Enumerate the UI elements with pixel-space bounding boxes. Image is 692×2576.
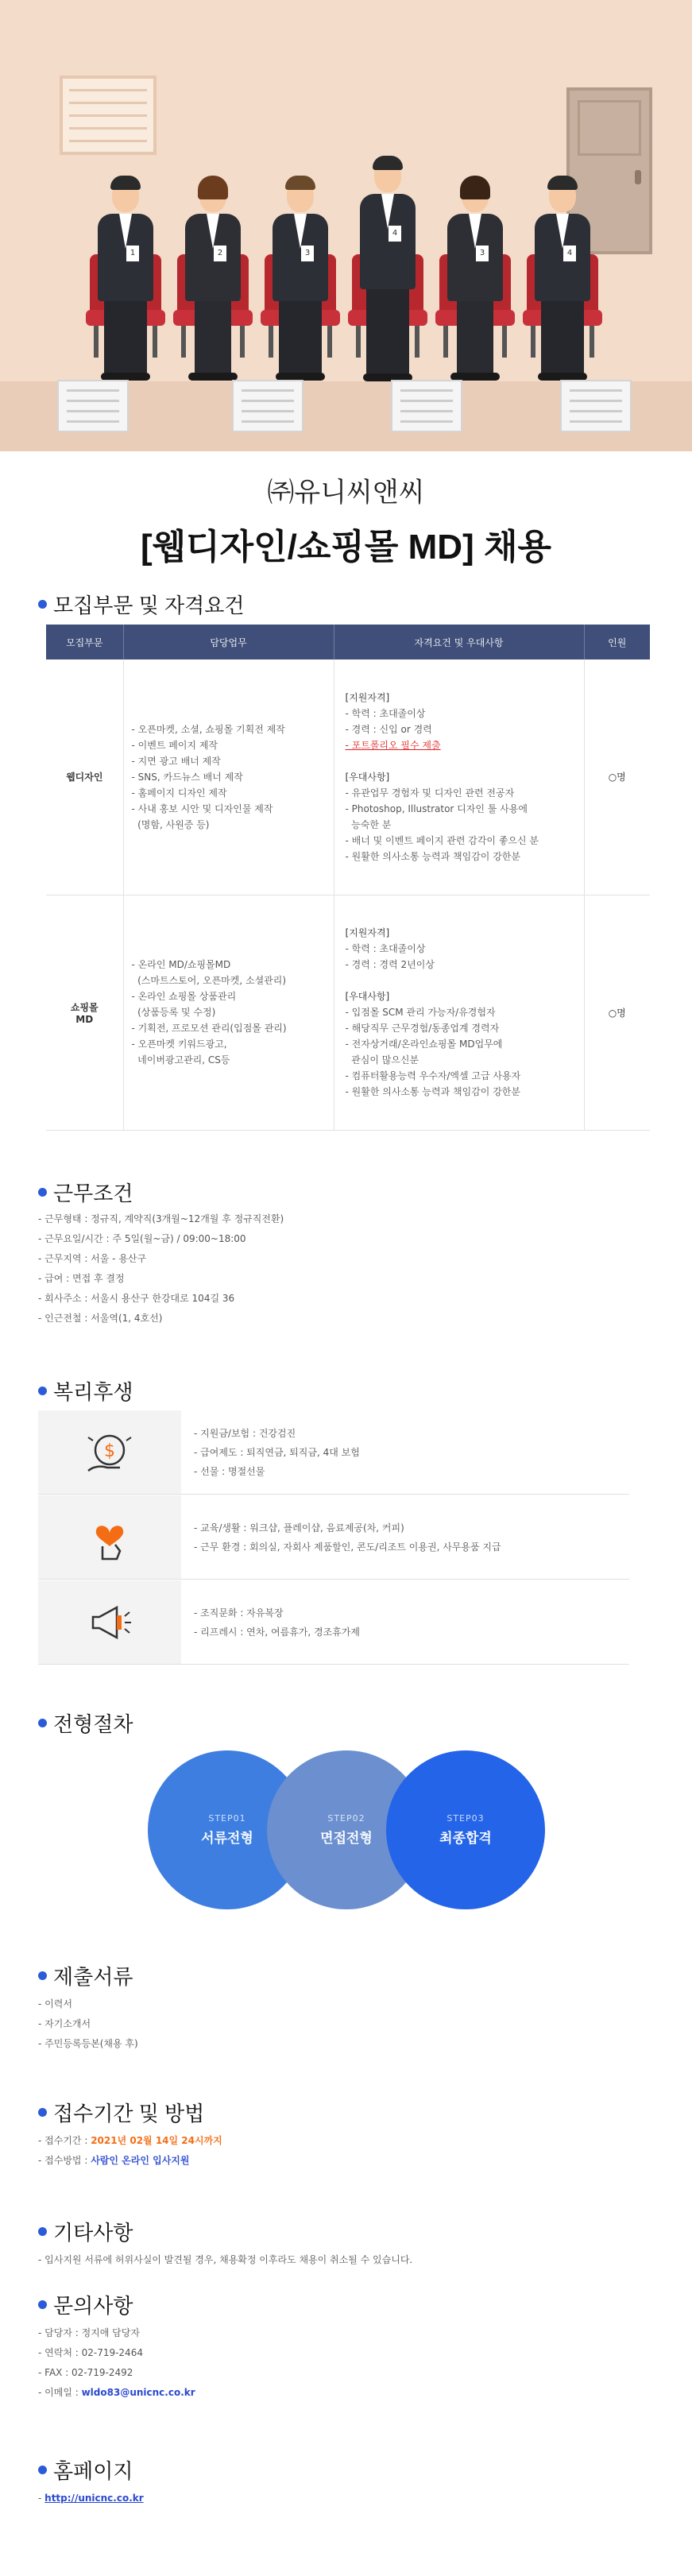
- section-period-heading: 접수기간 및 방법: [38, 2098, 204, 2127]
- duties-cell: - 오픈마켓, 소셜, 쇼핑몰 기획전 제작 - 이벤트 페이지 제작 - 지면 광고 배너 제작 - SNS, 카드뉴스 배너 제작 - 홈페이지 디자인 제작 - 사내 홍보 시안 및 디자인물 제작 (명함, 사원증 등): [123, 659, 334, 895]
- list-item: - 연락처 : 02-719-2464: [38, 2347, 143, 2358]
- heart-hand-icon: [38, 1495, 181, 1579]
- list-item: - 접수방법 : 사람인 온라인 입사지원: [38, 2155, 190, 2166]
- section-conditions-heading: 근무조건: [38, 1178, 133, 1207]
- page-title: [웹디자인/쇼핑몰 MD] 채용: [141, 528, 551, 567]
- megaphone-icon: [38, 1580, 181, 1664]
- benefit-list: - 교육/생활 : 워크샵, 플레이샵, 음료제공(차, 커피) - 근무 환경 : 회의실, 자회사 제품할인, 콘도/리조트 이용권, 사무용품 지급: [194, 1522, 501, 1553]
- candidate-illustration: 1: [98, 179, 153, 381]
- table-header-row: [46, 625, 650, 659]
- headcount-cell: ○명: [584, 659, 650, 895]
- list-item: - http://unicnc.co.kr: [38, 2493, 144, 2504]
- bullet-icon: [38, 2466, 47, 2474]
- section-homepage-heading: 홈페이지: [38, 2455, 133, 2485]
- portfolio-required-note: - 포트폴리오 필수 제출: [345, 739, 441, 751]
- headcount-cell: ○명: [584, 895, 650, 1130]
- conditions-list: [38, 1209, 284, 1329]
- list-item: - 입사지원 서류에 허위사실이 발견될 경우, 채용확정 이후라도 채용이 취소될 수 있습니다.: [38, 2254, 413, 2265]
- svg-text:$: $: [104, 1441, 115, 1461]
- list-item: - 이력서: [38, 1998, 72, 2009]
- bullet-icon: [38, 1719, 47, 1727]
- homepage-list: [38, 2489, 144, 2508]
- section-process-heading: 전형절차: [38, 1708, 133, 1738]
- bullet-icon: [38, 600, 47, 609]
- duties-cell: - 온라인 MD/쇼핑몰MD (스마트스토어, 오픈마켓, 소셜관리) - 온라인 쇼핑몰 상품관리 (상품등록 및 수정) - 기획전, 프로모션 관리(입점몰 관리) - 오픈마켓 키워드광고, 네이버광고관리, CS등: [123, 895, 334, 1130]
- section-etc-heading: 기타사항: [38, 2217, 133, 2246]
- section-benefits-heading: 복리후생: [38, 1376, 133, 1406]
- candidate-illustration: 3: [447, 179, 503, 381]
- benefit-row: [38, 1495, 629, 1580]
- bullet-icon: [38, 2227, 47, 2236]
- candidate-illustration: 4: [535, 179, 590, 381]
- col-header: 담당업무: [123, 625, 334, 659]
- process-step-3: STEP03 최종합격: [386, 1750, 545, 1909]
- company-name: ㈜유니씨앤씨: [267, 478, 425, 508]
- list-item: - 자기소개서: [38, 2018, 91, 2029]
- documents-list: [38, 1994, 138, 2054]
- hero-illustration: [0, 0, 692, 451]
- bullet-icon: [38, 1971, 47, 1980]
- benefit-list: - 조직문화 : 자유복장 - 리프레시 : 연차, 여름휴가, 경조휴가제: [194, 1607, 360, 1638]
- list-item: - 회사주소 : 서울시 용산구 한강대로 104길 36: [38, 1293, 235, 1304]
- process-step-1: STEP01 서류전형: [148, 1750, 307, 1909]
- table-row: [46, 659, 650, 895]
- col-header: 인원: [584, 625, 650, 659]
- bullet-icon: [38, 2108, 47, 2117]
- list-item: - 근무지역 : 서울 - 용산구: [38, 1253, 147, 1264]
- list-item: - FAX : 02-719-2492: [38, 2367, 133, 2378]
- category-cell: 웹디자인: [46, 659, 123, 895]
- category-cell: 쇼핑몰 MD: [46, 895, 123, 1130]
- requirements-cell: [지원자격] - 학력 : 초대졸이상 - 경력 : 경력 2년이상 [우대사항] - 입점몰 SCM 관리 가능자/유경험자 - 해당직무 근무경험/동종업계 경력자 - 전자상거래/온라인쇼핑몰 MD업무에 관심이 많으신분 - 컴퓨터활용능력 우수자/엑셀 고급 사용자 - 원활한 의사소통 능력과 책임감이 강한분: [334, 895, 584, 1130]
- list-item: - 접수기간 : 2021년 02월 14일 24시까지: [38, 2135, 222, 2146]
- window-blinds-illustration: [60, 75, 157, 155]
- section-documents-heading: 제출서류: [38, 1961, 133, 1990]
- apply-method-value: 사람인 온라인 입사지원: [91, 2155, 190, 2166]
- bullet-icon: [38, 2300, 47, 2309]
- money-hand-icon: [38, 1410, 181, 1494]
- benefit-list: - 지원금/보험 : 건강검진 - 급여제도 : 퇴직연금, 퇴직금, 4대 보험 - 선물 : 명절선물: [194, 1427, 360, 1477]
- candidate-illustration: 3: [273, 179, 328, 381]
- list-item: - 주민등록등본(채용 후): [38, 2038, 138, 2049]
- section-contact-heading: 문의사항: [38, 2290, 133, 2319]
- period-list: [38, 2131, 222, 2171]
- list-item: - 이메일 : wldo83@unicnc.co.kr: [38, 2387, 195, 2398]
- section-recruit-heading: 모집부문 및 자격요건: [38, 590, 245, 619]
- col-header: 자격요건 및 우대사항: [334, 625, 584, 659]
- requirements-cell: [지원자격] - 학력 : 초대졸이상 - 경력 : 신입 or 경력 - 포트폴리오 필수 제출 [우대사항] - 유관업무 경험자 및 디자인 관련 전공자 - Photoshop, Illustrator 디자인 툴 사용에 능숙한 분 - 배너 및 이벤트 페이지 관련 감각이 좋으신 분 - 원활한 의사소통 능력과 책임감이 강한분: [334, 659, 584, 895]
- benefit-row: [38, 1410, 629, 1495]
- col-header: 모집부문: [46, 625, 123, 659]
- deadline-value: 2021년 02월 14일 24시까지: [91, 2135, 222, 2146]
- list-item: - 근무요일/시간 : 주 5일(월~금) / 09:00~18:00: [38, 1233, 246, 1244]
- candidate-illustration: 2: [185, 179, 241, 381]
- etc-list: [38, 2250, 412, 2270]
- candidate-illustration: 4: [360, 159, 416, 381]
- bullet-icon: [38, 1188, 47, 1197]
- table-row: [46, 895, 650, 1130]
- list-item: - 근무형태 : 정규직, 계약직(3개월~12개월 후 정규직전환): [38, 1213, 284, 1224]
- recruit-table: [46, 625, 650, 1131]
- bullet-icon: [38, 1387, 47, 1395]
- email-link[interactable]: wldo83@unicnc.co.kr: [81, 2387, 195, 2398]
- contact-list: [38, 2323, 195, 2403]
- list-item: - 급여 : 면접 후 결정: [38, 1273, 125, 1284]
- list-item: - 인근전철 : 서울역(1, 4호선): [38, 1313, 163, 1324]
- list-item: - 담당자 : 정지애 담당자: [38, 2327, 140, 2338]
- process-step-2: STEP02 면접전형: [267, 1750, 426, 1909]
- benefit-row: [38, 1580, 629, 1665]
- homepage-link[interactable]: http://unicnc.co.kr: [44, 2493, 144, 2504]
